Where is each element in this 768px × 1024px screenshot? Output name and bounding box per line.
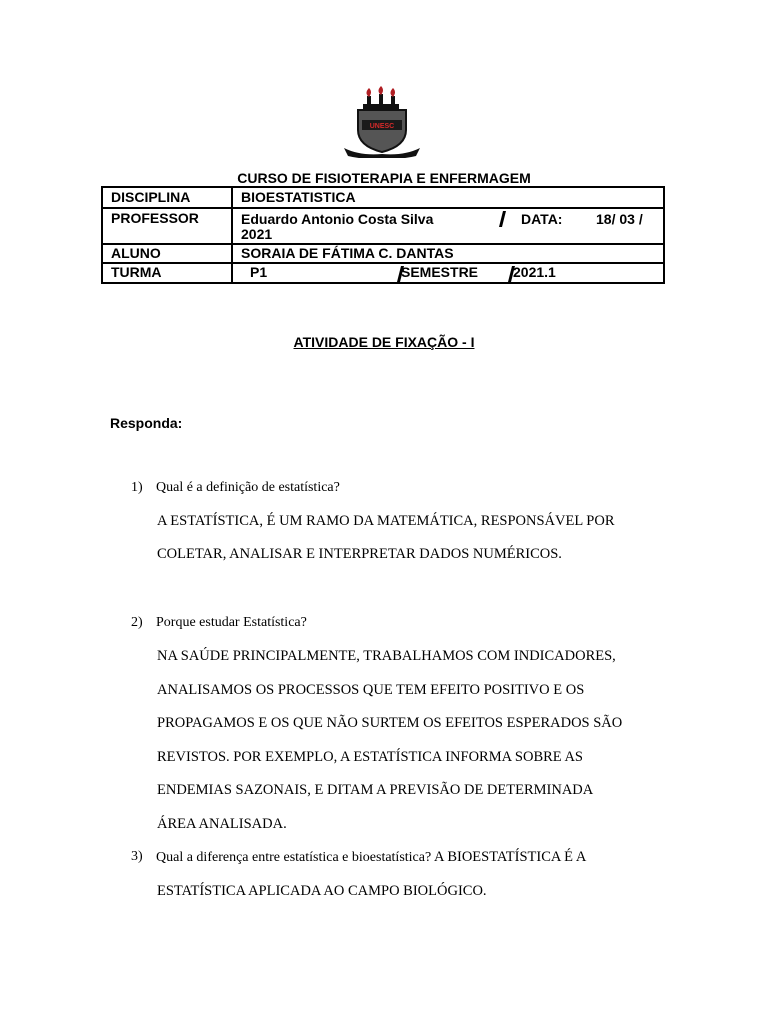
aluno-label: ALUNO <box>111 245 161 261</box>
question-number: 1) <box>131 480 143 495</box>
disciplina-value: BIOESTATISTICA <box>241 189 356 205</box>
row-disciplina <box>103 188 663 209</box>
answer-line: A ESTATÍSTICA, É UM RAMO DA MATEMÁTICA, RESPONSÁVEL POR <box>157 513 615 529</box>
semestre-label: SEMESTRE <box>401 264 479 280</box>
shield-icon <box>358 110 406 152</box>
course-title: CURSO DE FISIOTERAPIA E ENFERMAGEM <box>237 170 531 186</box>
respond-label: Responda: <box>110 415 183 431</box>
answer-line: COLETAR, ANALISAR E INTERPRETAR DADOS NUMÉRICOS. <box>157 546 562 562</box>
activity-title: ATIVIDADE DE FIXAÇÃO - I <box>293 334 475 350</box>
answer-line: REVISTOS. POR EXEMPLO, A ESTATÍSTICA INFORMA SOBRE AS <box>157 749 584 765</box>
row-professor <box>103 209 663 245</box>
question-number: 3) <box>131 849 143 864</box>
professor-value: Eduardo Antonio Costa Silva <box>241 211 434 227</box>
turma-value: P1 <box>250 264 268 280</box>
answer-line: PROPAGAMOS E OS QUE NÃO SURTEM OS EFEITOS ESPERADOS SÃO <box>157 715 623 731</box>
date-label: DATA: <box>521 211 563 227</box>
info-table <box>101 186 665 284</box>
question-row <box>156 849 586 866</box>
row-turma <box>103 264 663 284</box>
aluno-value: SORAIA DE FÁTIMA C. DANTAS <box>241 245 454 261</box>
svg-text:UNESC: UNESC <box>369 123 395 130</box>
question-number: 2) <box>131 615 143 630</box>
answer-line: ESTATÍSTICA APLICADA AO CAMPO BIOLÓGICO. <box>157 883 487 899</box>
date-year: 2021 <box>241 226 273 242</box>
turma-label: TURMA <box>111 264 162 280</box>
answer-line: ÁREA ANALISADA. <box>157 816 287 832</box>
answer-line: ENDEMIAS SAZONAIS, E DITAM A PREVISÃO DE DETERMINADA <box>157 782 594 798</box>
semestre-value: 2021.1 <box>513 264 556 280</box>
date-value: 18/ 03 / <box>596 211 643 227</box>
row-aluno <box>103 245 663 264</box>
answer-line: ANALISAMOS OS PROCESSOS QUE TEM EFEITO POSITIVO E OS <box>157 682 585 698</box>
university-crest-logo <box>340 86 424 158</box>
answer-inline: A BIOESTATÍSTICA É A <box>431 849 587 865</box>
answer-line: NA SAÚDE PRINCIPALMENTE, TRABALHAMOS COM INDICADORES, <box>157 648 616 664</box>
question-text: Qual é a definição de estatística? <box>156 480 340 495</box>
cell-separator <box>499 211 506 227</box>
disciplina-label: DISCIPLINA <box>111 189 191 205</box>
question-text: Porque estudar Estatística? <box>156 615 307 630</box>
professor-label: PROFESSOR <box>111 210 199 226</box>
question-text: Qual a diferença entre estatística e bioestatística? <box>156 850 432 865</box>
